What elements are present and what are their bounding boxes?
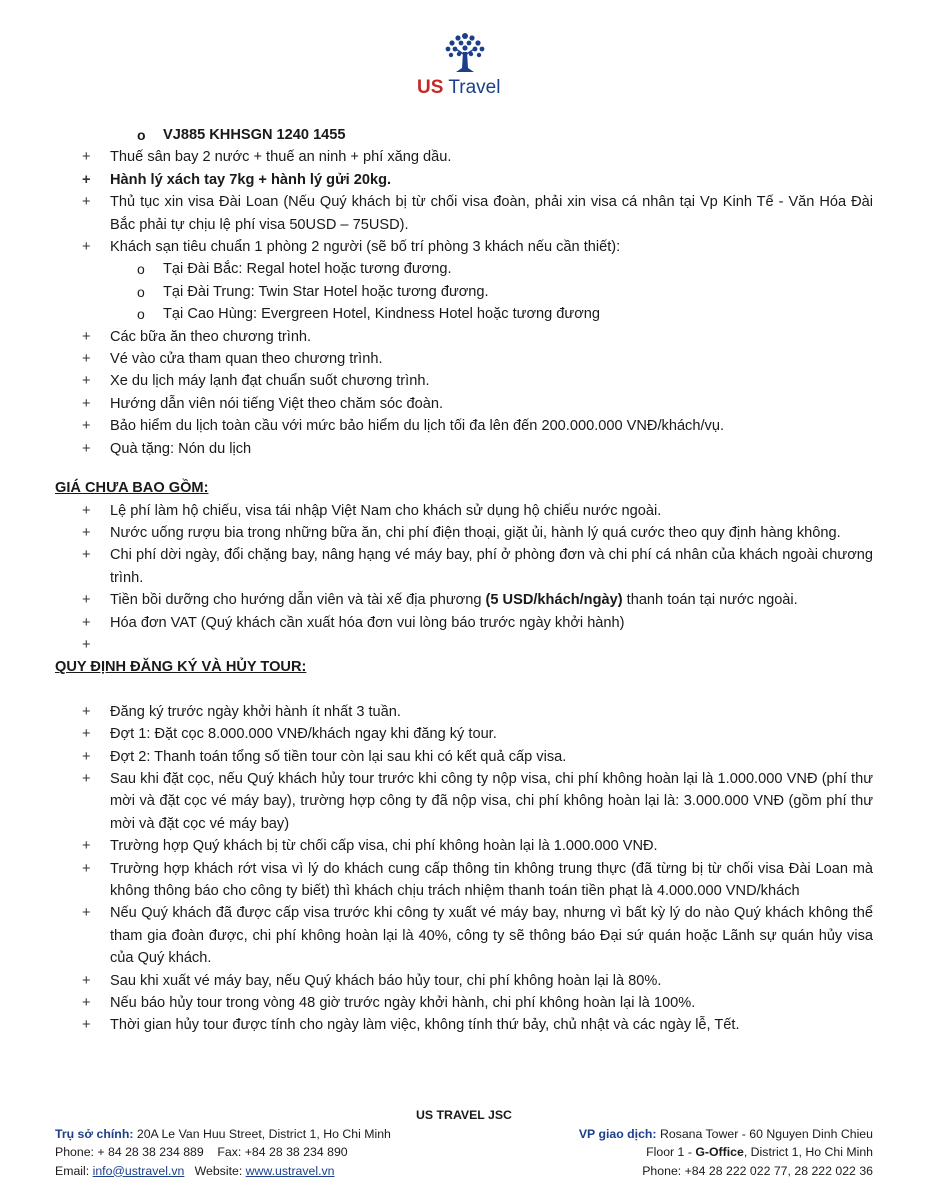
list-item: + Sau khi đặt cọc, nếu Quý khách hủy tour trước khi công ty nộp visa, chi phí không hoàn lại là 1.000.000 VNĐ (phí thư mời và đặt cọc vé máy bay), trường hợp công ty đã nộp visa, chi phí không hoàn lại là: 3.000.000 VNĐ (gồm phí thư mời và đặt cọc vé máy bay)	[55, 768, 873, 835]
section-heading-excluded: GIÁ CHƯA BAO GỒM:	[55, 480, 209, 497]
list-item: + Nếu báo hủy tour trong vòng 48 giờ trước ngày khởi hành, chi phí không hoàn lại là 100%.	[55, 992, 873, 1014]
hotel-item: o Tại Đài Bắc: Regal hotel hoặc tương đương.	[55, 258, 873, 280]
email-link[interactable]: info@ustravel.vn	[92, 1163, 185, 1178]
list-item: + Đợt 2: Thanh toán tổng số tiền tour còn lại sau khi có kết quả cấp visa.	[55, 746, 873, 768]
footer-office-phone: Phone: +84 28 222 022 77, 28 222 022 36	[642, 1163, 873, 1178]
list-item: + Nếu Quý khách đã được cấp visa trước khi công ty xuất vé máy bay, nhưng vì bất kỳ lý do nào Quý khách không thể tham gia đoàn được, chi phí không hoàn lại là 40%, công ty sẽ thông báo Đại sứ quán hoặc Lãnh sự quán hủy visa của Quý khách.	[55, 902, 873, 969]
list-item: + Trường hợp khách rớt visa vì lý do khách cung cấp thông tin không trung thực (đã từng bị từ chối visa Đài Loan mà không thông báo cho công ty biết) thì khách chịu trách nhiệm thanh toán tiền phạt là 4.000.000 VND/khách	[55, 858, 873, 903]
logo-wordmark: US Travel	[417, 77, 501, 98]
list-item: + Trường hợp Quý khách bị từ chối cấp visa, chi phí không hoàn lại là 1.000.000 VNĐ.	[55, 835, 873, 857]
list-item: + Thuế sân bay 2 nước + thuế an ninh + phí xăng dầu.	[55, 146, 873, 168]
list-item-tip: + Tiền bồi dưỡng cho hướng dẫn viên và tài xế địa phương (5 USD/khách/ngày) thanh toán tại nước ngoài.	[55, 589, 873, 611]
hotel-item: o Tại Cao Hùng: Evergreen Hotel, Kindness Hotel hoặc tương đương	[55, 303, 873, 325]
list-item: + Lệ phí làm hộ chiếu, visa tái nhập Việt Nam cho khách sử dụng hộ chiếu nước ngoài.	[55, 500, 873, 522]
list-item: + Khách sạn tiêu chuẩn 1 phòng 2 người (sẽ bố trí phòng 3 khách nếu cần thiết):	[55, 236, 873, 258]
tree-logo-icon	[442, 30, 488, 74]
list-item: + Sau khi xuất vé máy bay, nếu Quý khách báo hủy tour, chi phí không hoàn lại là 80%.	[55, 970, 873, 992]
list-item: + Nước uống rượu bia trong những bữa ăn, chi phí điện thoại, giặt ủi, hành lý quá cước theo quy định hàng không.	[55, 522, 873, 544]
list-item: + Quà tặng: Nón du lịch	[55, 438, 873, 460]
list-item: + Chi phí dời ngày, đổi chặng bay, nâng hạng vé máy bay, phí ở phòng đơn và chi phí cá nhân của khách ngoài chương trình.	[55, 544, 873, 589]
list-item: + Thủ tục xin visa Đài Loan (Nếu Quý khách bị từ chối visa đoàn, phải xin visa cá nhân tại Vp Kinh Tế - Văn Hóa Đài Bắc phải tự chịu lệ phí visa 50USD – 75USD).	[55, 191, 873, 236]
document-body	[55, 124, 873, 1037]
flight-return: o VJ885 KHHSGN 1240 1455	[55, 124, 873, 146]
brand-logo	[415, 30, 515, 100]
list-item: + Các bữa ăn theo chương trình.	[55, 326, 873, 348]
page-footer	[55, 1106, 873, 1180]
list-item: + Đăng ký trước ngày khởi hành ít nhất 3 tuần.	[55, 701, 873, 723]
footer-phone: Phone: + 84 28 38 234 889 Fax: +84 28 38 234 890	[55, 1145, 348, 1159]
footer-office: VP giao dịch: Rosana Tower - 60 Nguyen Dinh Chieu Floor 1 - G-Office, District 1, Ho Chi Minh Phone: +84 28 222 022 77, 28 222 022 36	[579, 1125, 873, 1181]
list-item: + Thời gian hủy tour được tính cho ngày làm việc, không tính thứ bảy, chủ nhật và các ngày lễ, Tết.	[55, 1014, 873, 1036]
list-item: + Bảo hiểm du lịch toàn cầu với mức bảo hiểm du lịch tối đa lên đến 200.000.000 VNĐ/khách/vụ.	[55, 415, 873, 437]
hotel-item: o Tại Đài Trung: Twin Star Hotel hoặc tương đương.	[55, 281, 873, 303]
footer-head-office: Trụ sở chính: 20A Le Van Huu Street, District 1, Ho Chi Minh Phone: + 84 28 38 234 889 Fax: +84 28 38 234 890 Email: info@ustravel.vn Website: www.ustravel.vn	[55, 1126, 391, 1178]
list-item: + Đợt 1: Đặt cọc 8.000.000 VNĐ/khách ngay khi đăng ký tour.	[55, 723, 873, 745]
footer-company: US TRAVEL JSC	[416, 1108, 512, 1122]
list-item: + Hướng dẫn viên nói tiếng Việt theo chăm sóc đoàn.	[55, 393, 873, 415]
list-item: + Hành lý xách tay 7kg + hành lý gửi 20kg.	[55, 169, 873, 191]
section-heading-rules: QUY ĐỊNH ĐĂNG KÝ VÀ HỦY TOUR:	[55, 659, 307, 676]
list-item: + Xe du lịch máy lạnh đạt chuẩn suốt chương trình.	[55, 370, 873, 392]
list-item: + Hóa đơn VAT (Quý khách cần xuất hóa đơn vui lòng báo trước ngày khởi hành)	[55, 612, 873, 634]
website-link[interactable]: www.ustravel.vn	[245, 1163, 335, 1178]
list-item-empty	[55, 634, 873, 656]
list-item: + Vé vào cửa tham quan theo chương trình.	[55, 348, 873, 370]
